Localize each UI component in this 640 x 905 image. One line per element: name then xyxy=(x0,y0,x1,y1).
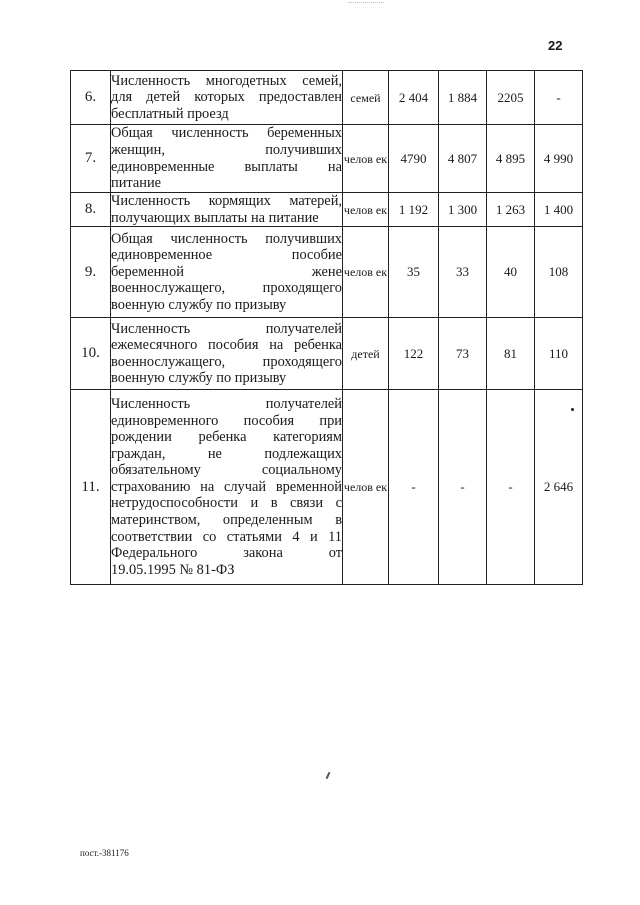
row-unit: детей xyxy=(343,318,389,390)
row-value: 4 990 xyxy=(535,125,583,193)
description-line: 19.05.1995 № 81-ФЗ xyxy=(111,561,235,578)
description-line: Федерального закона от xyxy=(111,545,342,562)
row-value: 2 404 xyxy=(389,71,439,125)
row-value: 2 646 xyxy=(535,390,583,585)
row-number: 6. xyxy=(71,71,111,125)
description-line: соответствии со статьями 4 и 11 xyxy=(111,528,342,545)
description-line: нетрудоспособности и в связи с xyxy=(111,495,342,512)
row-unit: челов ек xyxy=(343,193,389,227)
description-line: Общая численность беременных xyxy=(111,125,342,142)
row-description xyxy=(111,193,343,227)
scan-mark xyxy=(348,2,384,8)
description-line: Общая численность получивших xyxy=(111,230,342,247)
row-number: 10. xyxy=(71,318,111,390)
row-value: 122 xyxy=(389,318,439,390)
description-line: Численность получателей xyxy=(111,395,342,412)
row-description xyxy=(111,71,343,125)
description-line: женщин, получивших xyxy=(111,141,342,158)
table-row xyxy=(71,390,583,585)
row-value: 35 xyxy=(389,227,439,318)
row-number: 8. xyxy=(71,193,111,227)
table-row xyxy=(71,318,583,390)
row-number: 7. xyxy=(71,125,111,193)
row-value: 1 400 xyxy=(535,193,583,227)
table-row xyxy=(71,193,583,227)
description-line: обязательному социальному xyxy=(111,462,342,479)
table-row xyxy=(71,227,583,318)
row-unit: семей xyxy=(343,71,389,125)
description-line: Численность кормящих матерей, xyxy=(111,193,342,209)
page-number: 22 xyxy=(548,38,563,53)
row-unit: челов ек xyxy=(343,125,389,193)
row-value: - xyxy=(439,390,487,585)
footer-code: пост.-381176 xyxy=(80,848,129,858)
row-value: 2205 xyxy=(487,71,535,125)
description-line: единовременного пособия при xyxy=(111,412,342,429)
row-value: 40 xyxy=(487,227,535,318)
description-line: военнослужащего, проходящего xyxy=(111,353,342,370)
row-value: - xyxy=(487,390,535,585)
description-line: военную службу по призыву xyxy=(111,297,287,314)
row-description xyxy=(111,125,343,193)
table-row xyxy=(71,125,583,193)
row-value: 108 xyxy=(535,227,583,318)
row-value: 73 xyxy=(439,318,487,390)
description-line: получающих выплаты на питание xyxy=(111,209,319,226)
row-value: 33 xyxy=(439,227,487,318)
statistics-table xyxy=(70,70,583,585)
row-value: 4790 xyxy=(389,125,439,193)
row-value: 4 807 xyxy=(439,125,487,193)
row-value: 4 895 xyxy=(487,125,535,193)
row-value: - xyxy=(389,390,439,585)
description-line: страхованию на случай временной xyxy=(111,478,342,495)
description-line: беременной жене xyxy=(111,263,342,280)
description-line: для детей которых предоставлен xyxy=(111,89,342,106)
description-line: единовременные выплаты на xyxy=(111,158,342,175)
description-line: Численность получателей xyxy=(111,320,342,337)
row-value: 1 192 xyxy=(389,193,439,227)
table-row xyxy=(71,71,583,125)
row-value: 110 xyxy=(535,318,583,390)
row-value: 81 xyxy=(487,318,535,390)
description-line: единовременное пособие xyxy=(111,247,342,264)
description-line: материнством, определенным в xyxy=(111,512,342,529)
row-number: 11. xyxy=(71,390,111,585)
row-unit: челов ек xyxy=(343,227,389,318)
row-value: 1 300 xyxy=(439,193,487,227)
row-value: 1 884 xyxy=(439,71,487,125)
description-line: рождении ребенка категориям xyxy=(111,429,342,446)
description-line: Численность многодетных семей, xyxy=(111,72,342,89)
row-value: 1 263 xyxy=(487,193,535,227)
row-number: 9. xyxy=(71,227,111,318)
row-description xyxy=(111,227,343,318)
row-value: - xyxy=(535,71,583,125)
description-line: военнослужащего, проходящего xyxy=(111,280,342,297)
description-line: бесплатный проезд xyxy=(111,105,229,122)
scan-speck xyxy=(326,772,331,779)
description-line: граждан, не подлежащих xyxy=(111,445,342,462)
scan-speck xyxy=(571,408,574,411)
row-description xyxy=(111,318,343,390)
description-line: ежемесячного пособия на ребенка xyxy=(111,337,342,354)
row-unit: челов ек xyxy=(343,390,389,585)
description-line: питание xyxy=(111,175,162,192)
row-description xyxy=(111,390,343,585)
description-line: военную службу по призыву xyxy=(111,370,287,387)
